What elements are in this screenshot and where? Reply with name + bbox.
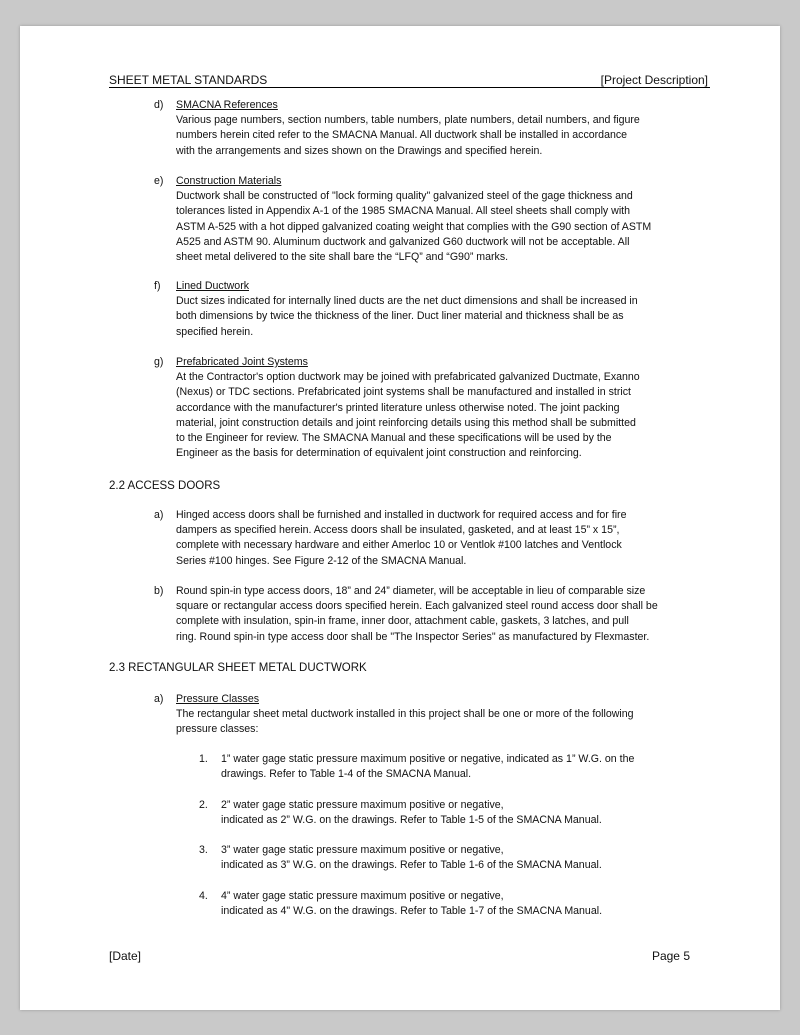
list-marker: 3.	[199, 844, 208, 856]
list-line: 1” water gage static pressure maximum positive or negative, indicated as 1” W.G. on the	[221, 753, 635, 765]
item-line: tolerances listed in Appendix A-1 of the 1985 SMACNA Manual. All steel sheets shall comply with	[176, 205, 631, 218]
item-line: Duct sizes indicated for internally lined ducts are the net duct dimensions and shall be increased in	[176, 295, 638, 308]
item-marker: a)	[154, 509, 164, 521]
item-line: Series #100 hinges. See Figure 2-12 of the SMACNA Manual.	[176, 554, 467, 567]
item-title: Construction Materials	[176, 175, 282, 187]
item-marker: a)	[154, 693, 164, 705]
item-line: dampers as specified herein. Access doors shall be insulated, gasketed, and at least 15” x 15”,	[176, 524, 620, 537]
item-line: Round spin-in type access doors, 18” and 24” diameter, will be acceptable in lieu of comparable size	[176, 585, 646, 597]
section-heading-rectangular-ductwork: 2.3 RECTANGULAR SHEET METAL DUCTWORK	[109, 662, 367, 674]
item-line: square or rectangular access doors specified herein. Each galvanized steel round access door shall be	[176, 600, 658, 613]
header-title: SHEET METAL STANDARDS	[109, 73, 268, 87]
list-marker: 2.	[199, 799, 208, 811]
item-line: specified herein.	[176, 325, 254, 338]
list-marker: 4.	[199, 890, 208, 902]
item-line: A525 and ASTM 90. Aluminum ductwork and galvanized G60 ductwork will not be acceptable. All	[176, 235, 630, 248]
list-marker: 1.	[199, 753, 208, 765]
list-line: 3” water gage static pressure maximum positive or negative,	[221, 844, 504, 856]
item-line: Various page numbers, section numbers, table numbers, plate numbers, detail numbers, and figure	[176, 114, 640, 127]
item-line: ASTM A-525 with a hot dipped galvanized coating weight that complies with the G90 section of ASTM	[176, 220, 652, 233]
item-line: ring. Round spin-in type access door shall be "The Inspector Series" as manufactured by Flexmaster.	[176, 630, 650, 643]
item-title: SMACNA References	[176, 99, 278, 111]
page-header	[109, 73, 710, 88]
item-line: pressure classes:	[176, 723, 259, 736]
footer-page-number: Page 5	[651, 949, 690, 963]
item-line: complete with insulation, spin-in frame, inner door, attachment cable, gaskets, 3 latches, and pull	[176, 615, 629, 628]
item-title: Lined Ductwork	[176, 280, 250, 292]
item-line: sheet metal delivered to the site shall bare the “LFQ” and “G90” marks.	[176, 251, 509, 264]
item-title: Pressure Classes	[176, 693, 260, 705]
item-line: (Nexus) or TDC sections. Prefabricated joint systems shall be manufactured and installed in strict	[176, 386, 631, 399]
item-line: Ductwork shall be constructed of "lock forming quality" galvanized steel of the gage thickness and	[176, 190, 633, 203]
item-line: accordance with the manufacturer's printed literature unless otherwise noted. The joint packing	[176, 401, 620, 414]
list-line: drawings. Refer to Table 1-4 of the SMACNA Manual.	[221, 768, 472, 781]
item-line: Hinged access doors shall be furnished and installed in ductwork for required access and for fire	[176, 509, 627, 521]
item-marker: b)	[154, 585, 164, 597]
item-line: The rectangular sheet metal ductwork installed in this project shall be one or more of the following	[176, 708, 634, 721]
item-line: numbers herein cited refer to the SMACNA Manual. All ductwork shall be installed in accordance	[176, 129, 628, 142]
item-title: Prefabricated Joint Systems	[176, 356, 308, 368]
list-line: indicated as 3” W.G. on the drawings. Refer to Table 1-6 of the SMACNA Manual.	[221, 859, 602, 872]
item-marker: f)	[154, 280, 161, 292]
item-line: both dimensions by twice the thickness of the liner. Duct liner material and thickness shall be as	[176, 310, 624, 323]
item-marker: e)	[154, 175, 164, 187]
list-line: indicated as 2” W.G. on the drawings. Refer to Table 1-5 of the SMACNA Manual.	[221, 814, 602, 827]
item-line: to the Engineer for review. The SMACNA Manual and these specifications will be used by the	[176, 432, 612, 445]
list-line: 4” water gage static pressure maximum positive or negative,	[221, 890, 504, 902]
section-heading-access-doors: 2.2 ACCESS DOORS	[109, 480, 221, 492]
list-line: indicated as 4" W.G. on the drawings. Refer to Table 1-7 of the SMACNA Manual.	[221, 905, 603, 918]
item-line: material, joint construction details and joint reinforcing details using this method shall be submitted	[176, 416, 636, 429]
footer-date: [Date]	[109, 949, 142, 963]
item-line: Engineer as the basis for determination of equivalent joint construction and reinforcing.	[176, 447, 582, 460]
item-marker: g)	[154, 356, 164, 368]
header-project: [Project Description]	[600, 73, 708, 87]
list-line: 2” water gage static pressure maximum positive or negative,	[221, 799, 504, 811]
item-marker: d)	[154, 99, 164, 111]
item-line: with the arrangements and sizes shown on the Drawings and specified herein.	[176, 144, 543, 157]
item-line: complete with necessary hardware and either Amerloc 10 or Ventlok #100 latches and Ventlock	[176, 539, 622, 552]
item-line: At the Contractor's option ductwork may be joined with prefabricated galvanized Ductmate, Exanno	[176, 371, 640, 384]
document-page	[20, 26, 780, 1010]
